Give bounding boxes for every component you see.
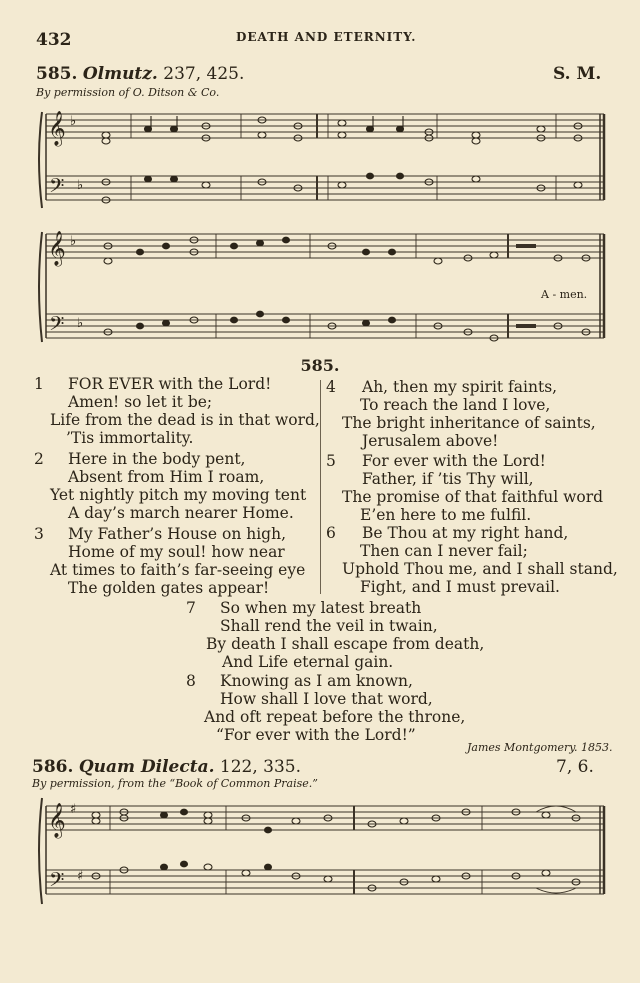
verse-line: E’en here to me fulfil. xyxy=(360,506,532,524)
hymn-585-tune: Olmutz. xyxy=(82,64,158,84)
column-divider xyxy=(320,380,321,594)
verse-line: Home of my soul! how near xyxy=(68,543,285,561)
hymn-585-author: James Montgomery. 1853. xyxy=(467,741,613,754)
stanza-number: 1 xyxy=(34,375,44,393)
verse-line: Jerusalem above! xyxy=(362,432,499,450)
hymn-586-refs: 122, 335. xyxy=(219,757,302,777)
verse-line: FOR EVER with the Lord! xyxy=(68,375,272,393)
stanza-column-center xyxy=(186,599,486,749)
hymn-585-refs: 237, 425. xyxy=(163,64,245,84)
verse-line: My Father’s House on high, xyxy=(68,525,286,543)
hymn-585-music-system-1 xyxy=(36,100,608,218)
verse-line: Ah, then my spirit faints, xyxy=(362,378,558,396)
verse-line: And Life eternal gain. xyxy=(222,653,394,671)
svg-text:𝄞: 𝄞 xyxy=(48,111,66,146)
stanza-number: 4 xyxy=(326,378,336,396)
verse-line: A day’s march nearer Home. xyxy=(68,504,294,522)
music-notation xyxy=(36,228,608,348)
verse-line: Yet nightly pitch my moving tent xyxy=(50,486,307,504)
hymn-586-heading xyxy=(32,757,301,777)
verse-line: Knowing as I am known, xyxy=(220,672,413,690)
stanza-number: 8 xyxy=(186,672,196,690)
verse-line: So when my latest breath xyxy=(220,599,422,617)
hymn-585-heading xyxy=(36,64,244,84)
stanza-number: 5 xyxy=(326,452,336,470)
stanza-number: 7 xyxy=(186,599,196,617)
verse-line: Life from the dead is in that word, xyxy=(50,411,320,429)
verse-line: Be Thou at my right hand, xyxy=(362,524,569,542)
svg-text:𝄞: 𝄞 xyxy=(48,231,66,266)
hymn-585-meter: S. M. xyxy=(553,64,602,84)
verse-line: Fight, and I must prevail. xyxy=(360,578,560,596)
verse-line: Father, if ’tis Thy will, xyxy=(362,470,534,488)
svg-text:♯: ♯ xyxy=(77,869,84,884)
verse-line: “For ever with the Lord!” xyxy=(216,726,416,744)
verse-line: For ever with the Lord! xyxy=(362,452,546,470)
verse-line: The promise of that faithful word xyxy=(342,488,604,506)
hymn-586-tune: Quam Dilecta. xyxy=(78,757,215,777)
svg-text:𝄢: 𝄢 xyxy=(49,312,65,340)
verse-line: The golden gates appear! xyxy=(68,579,270,597)
svg-text:♭: ♭ xyxy=(70,114,77,129)
stanza-column-right xyxy=(326,378,616,598)
hymn-585-text-heading: 585. xyxy=(300,356,340,375)
hymn-586-meter: 7, 6. xyxy=(556,757,594,777)
running-title: DEATH AND ETERNITY. xyxy=(236,30,417,44)
hymn-585-number: 585. xyxy=(36,64,78,84)
svg-text:𝄞: 𝄞 xyxy=(48,803,66,838)
svg-text:𝄢: 𝄢 xyxy=(49,174,65,202)
verse-line: ’Tis immortality. xyxy=(66,429,194,447)
verse-line: By death I shall escape from death, xyxy=(206,635,485,653)
verse-line: Amen! so let it be; xyxy=(68,393,213,411)
svg-text:♯: ♯ xyxy=(70,802,77,817)
verse-line: At times to faith’s far-seeing eye xyxy=(50,561,306,579)
verse-line: Then can I never fail; xyxy=(360,542,528,560)
verse-line: And oft repeat before the throne, xyxy=(204,708,466,726)
hymn-586-music-system-1 xyxy=(36,792,608,912)
stanza-number: 6 xyxy=(326,524,336,542)
hymn-585-music-system-2 xyxy=(36,228,608,348)
verse-line: To reach the land I love, xyxy=(360,396,551,414)
verse-line: Here in the body pent, xyxy=(68,450,246,468)
hymn-586-number: 586. xyxy=(32,757,74,777)
verse-line: Shall rend the veil in twain, xyxy=(220,617,438,635)
page-number: 432 xyxy=(36,30,72,50)
hymn-586-permission: By permission, from the “Book of Common Praise.” xyxy=(32,777,318,790)
svg-text:♭: ♭ xyxy=(77,178,84,193)
verse-line: Uphold Thou me, and I shall stand, xyxy=(342,560,618,578)
svg-text:♭: ♭ xyxy=(70,234,77,249)
music-notation xyxy=(36,792,608,912)
hymn-585-amen: A - men. xyxy=(541,288,588,301)
stanza-number: 2 xyxy=(34,450,44,468)
svg-text:𝄢: 𝄢 xyxy=(49,868,65,896)
verse-line: Absent from Him I roam, xyxy=(68,468,265,486)
hymn-585-permission: By permission of O. Ditson & Co. xyxy=(36,86,220,99)
stanza-number: 3 xyxy=(34,525,44,543)
music-notation xyxy=(36,100,608,218)
verse-line: How shall I love that word, xyxy=(220,690,433,708)
verse-line: The bright inheritance of saints, xyxy=(342,414,596,432)
svg-text:♭: ♭ xyxy=(77,316,84,331)
stanza-column-left xyxy=(34,375,320,597)
